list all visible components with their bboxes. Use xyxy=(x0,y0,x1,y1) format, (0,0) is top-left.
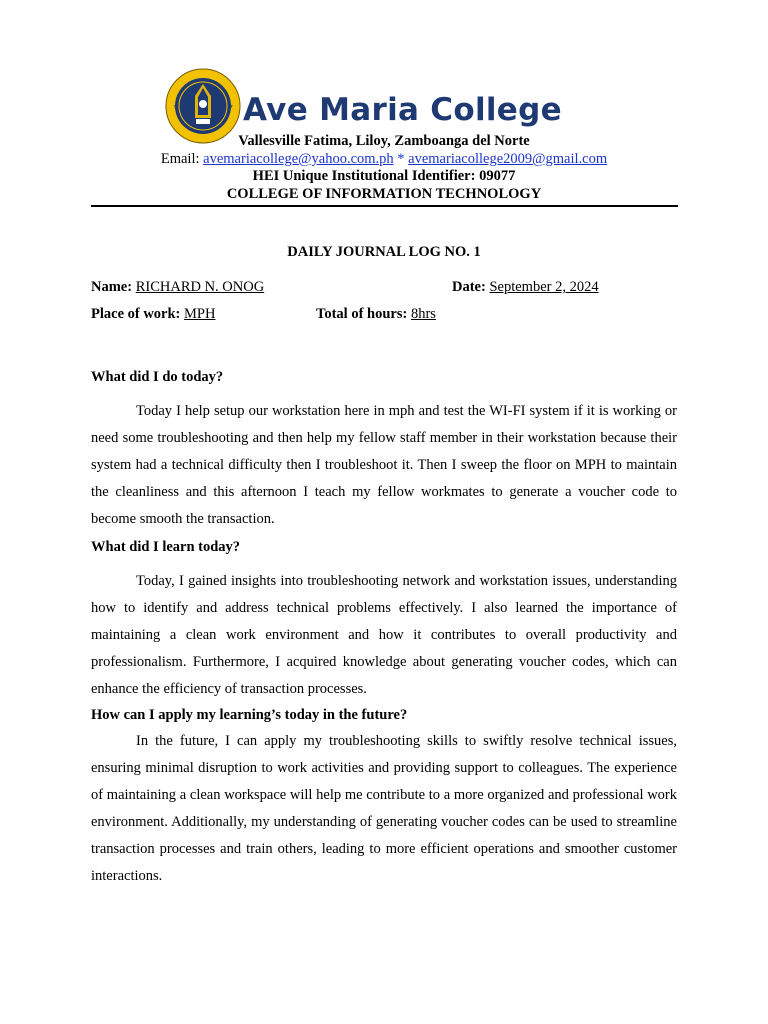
email-link-gmail[interactable]: avemariacollege2009@gmail.com xyxy=(408,151,608,167)
date-label: Date: xyxy=(452,279,486,295)
answer-what-did-i-do: Today I help setup our workstation here in mph and test the WI-FI system if it is working or need some troubleshooting and then help my fellow staff member in their workstation because their system had a technical difficulty then I troubleshoot it. Then I sweep the floor on MPH to maintain the cleanliness and this afternoon I teach my fellow workmates to generate a voucher code to become smooth the transaction. xyxy=(91,403,677,527)
hours-value: 8hrs xyxy=(410,306,436,322)
department-name: COLLEGE OF INFORMATION TECHNOLOGY xyxy=(226,186,542,202)
answer-how-apply-learning: In the future, I can apply my troubleshooting skills to swiftly resolve technical issues, ensuring minimal disruption to work activities and providing support to colleagues. The experience of maintaining a clean workspace will help me contribute to a more organized and professional work environment. Additionally, my understanding of generating voucher codes can be used to streamline transaction processes and train others, leading to more efficient operations and smoother customer interactions. xyxy=(91,733,677,884)
question-how-apply-learning: How can I apply my learning’s today in the future? xyxy=(91,707,408,723)
email-line xyxy=(0,151,768,168)
date-field xyxy=(452,279,599,296)
hei-identifier: HEI Unique Institutional Identifier: 09077 xyxy=(252,168,516,184)
answer-what-did-i-learn: Today, I gained insights into troubleshooting network and workstation issues, understanding how to identify and address technical problems effectively. I also learned the importance of maintaining a clean work environment and how it contributes to overall productivity and professionalism. Furthermore, I acquired knowledge about generating voucher codes, which can enhance the efficiency of transaction processes. xyxy=(91,573,677,697)
name-label: Name: xyxy=(91,279,133,295)
email-separator: * xyxy=(393,151,409,167)
date-value: September 2, 2024 xyxy=(489,279,599,295)
email-label: Email: xyxy=(160,151,204,167)
hours-field xyxy=(316,306,436,323)
question-what-did-i-learn: What did I learn today? xyxy=(91,539,241,555)
hours-label: Total of hours: xyxy=(316,306,408,322)
svg-text:★: ★ xyxy=(228,103,234,110)
question-what-did-i-do: What did I do today? xyxy=(91,369,224,385)
college-address: Vallesville Fatima, Liloy, Zamboanga del Norte xyxy=(238,133,530,149)
college-name: Ave Maria College xyxy=(243,92,562,128)
journal-title: DAILY JOURNAL LOG NO. 1 xyxy=(287,244,481,260)
place-value: MPH xyxy=(184,306,216,322)
svg-text:★: ★ xyxy=(173,103,179,110)
header-divider xyxy=(91,205,678,207)
name-value: RICHARD N. ONOG xyxy=(135,279,265,295)
place-field xyxy=(91,306,215,323)
email-link-yahoo[interactable]: avemariacollege@yahoo.com.ph xyxy=(203,151,394,167)
place-label: Place of work: xyxy=(91,306,181,322)
name-field xyxy=(91,279,264,296)
